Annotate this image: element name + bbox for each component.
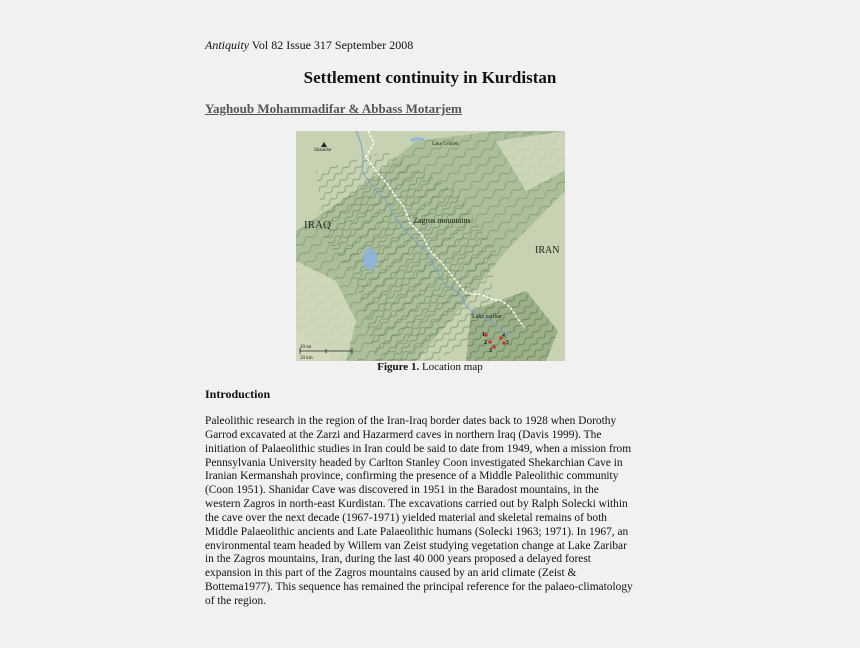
label-iran: IRAN xyxy=(535,245,560,256)
paragraph-line: initiation of Palaeolithic studies in Iran could be said to date from 1949, when a mission from xyxy=(205,442,632,455)
site-label: 4 xyxy=(502,333,505,339)
paragraph-line: of the region. xyxy=(205,594,267,607)
figure-caption-text: Location map xyxy=(421,361,483,373)
label-lake-urmia: Lake Urmieh xyxy=(432,142,459,147)
figure-label: Figure 1. xyxy=(377,361,420,373)
paper-title: Settlement continuity in Kurdistan xyxy=(303,68,557,87)
paragraph-line: the cave over the next decade (1967-1971) yielded material and skeletal remains of both xyxy=(205,511,607,524)
paragraph-line: Middle Palaeolithic ancients and Late Palaeolithic humans (Solecki 1963; 1971). In 1967, an xyxy=(205,525,629,538)
site-marker xyxy=(488,340,492,344)
site-label: 3 xyxy=(489,348,492,354)
paragraph-line: Iranian Kermanshah province, confirming the presence of a Middle Paleolithic community xyxy=(205,470,619,483)
section-heading: Introduction xyxy=(205,387,271,401)
site-label: 2 xyxy=(484,340,487,346)
figure-caption xyxy=(0,361,860,373)
paragraph-line: Paleolithic research in the region of the Iran-Iraq border dates back to 1928 when Dorothy xyxy=(205,415,617,427)
site-label: 5 xyxy=(506,340,509,346)
scale-mi: 20 mi xyxy=(300,345,312,350)
label-shanidar: Shanidar xyxy=(314,148,332,153)
paper-authors: Yaghoub Mohammadifar & Abbass Motarjem xyxy=(205,101,462,116)
site-marker xyxy=(492,345,496,349)
journal-name: Antiquity xyxy=(205,38,249,52)
paragraph-line: (Coon 1951). Shanidar Cave was discovered in 1951 in the Baradost mountains, in the xyxy=(205,484,599,497)
label-lake-zaribar: Lake zaribar xyxy=(472,314,503,320)
paragraph-line: in the Zagros mountains, Iran, during the last 40 000 years proposed a delayed forest xyxy=(205,553,591,566)
lake-icon xyxy=(363,248,377,270)
journal-citation xyxy=(205,38,413,53)
paragraph-line: expansion in this part of the Zagros mountains caused by an arid climate (Zeist & xyxy=(205,567,577,580)
scale-km: 50 km xyxy=(300,356,313,361)
paragraph-line: Garrod excavated at the Zarzi and Hazarmerd caves in northern Iraq (Davis 1999). The xyxy=(205,428,602,441)
paragraph-line: western Zagros in north-east Kurdistan. The excavations carried out by Ralph Solecki within xyxy=(205,498,628,511)
label-iraq: IRAQ xyxy=(304,219,331,231)
label-zagros: Zagros mountains xyxy=(413,216,471,225)
paragraph-line: environmental team headed by Willem van Zeist studying vegetation change at Lake Zaribar xyxy=(205,539,627,552)
paragraph-line: Bottema1977). This sequence has remained the principal reference for the palaeo-climatology xyxy=(205,581,633,594)
location-map xyxy=(296,131,565,361)
paragraph-line: Pennsylvania University headed by Carlton Stanley Coon investigated Shekarchian Cave in xyxy=(205,456,623,469)
site-label: 1 xyxy=(482,332,485,338)
body-paragraph xyxy=(205,415,665,609)
journal-issue: Vol 82 Issue 317 September 2008 xyxy=(251,38,414,52)
